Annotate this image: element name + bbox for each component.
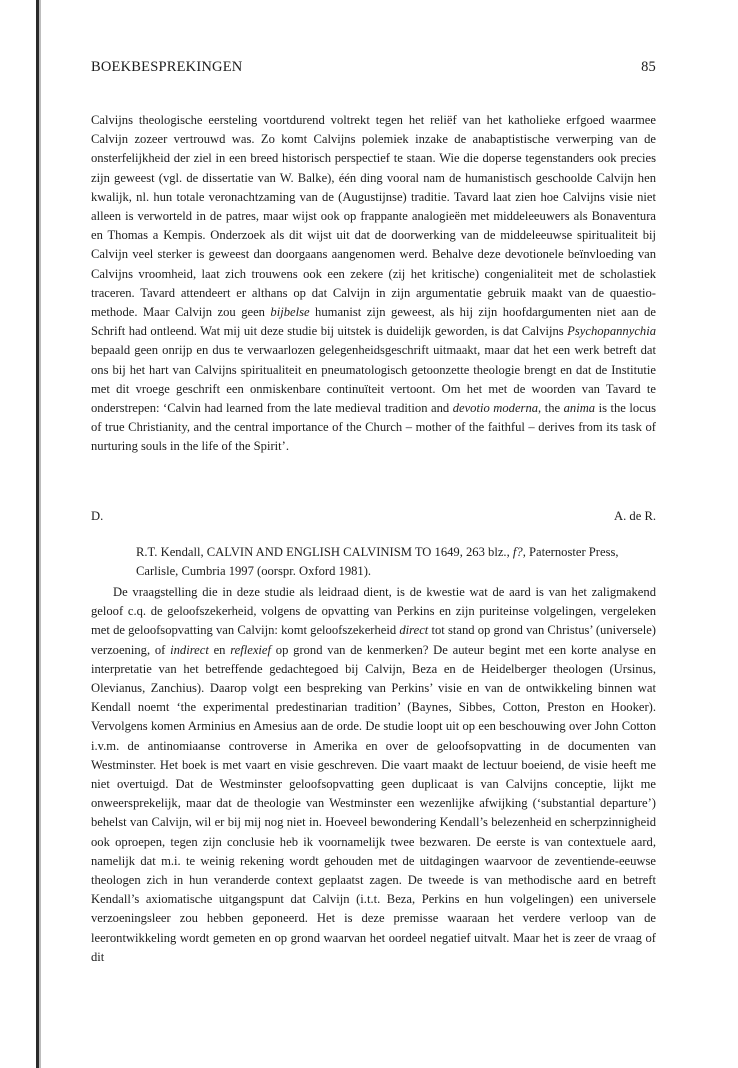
text-run: tot stand op grond van Christus’ (universele) verzoening, of xyxy=(91,623,657,657)
text-run: op grond van de kenmerken? De auteur begint met een korte analyse en interpretatie van het betreffende gedachtegoed bij Calvijn, Beza en de Heidelberger theologen (Ursinus, Olevianus, Zanchius). Daarop volgt een bespreking van Perkins’ visie en van de ontwikkeling binnen wat Kendall noemt ‘the experimental predestinarian tradition’ (Baynes, Sibbes, Cotton, Preston en Hooker). Vervolgens komen Arminius en Amesius aan de orde. De studie loopt uit op een beschouwing over John Cotton i.v.m. de antinomiaanse controverse in Amerika en over de geloofsopvatting in de documenten van Westminster. Het boek is met vaart en visie geschreven. Die vaart maakt de lectuur boeiend, de visie heeft me niet overtuigd. Dat de Westminster geloofsopvatting geen duplicaat is van Calvijns conceptie, lijkt me onweersprekelijk, maar dat de theologie van Westminster een wezenlijke afwijking (‘substantial departure’) behelst van Calvijn, wil er bij mij nog niet in. Hoeveel bewondering Kendall’s belezenheid en scherpzinnigheid ook oproepen, tegen zijn conclusie heb ik voornamelijk twee bezwaren. De eerste is van contextuele aard, namelijk dat m.i. te weinig rekening wordt gehouden met de uitdagingen waarvoor de zeventiende-eeuwse theologen zich in hun veranderde context geplaatst zagen. De tweede is van methodische aard en betreft Kendall’s axiomatische uitgangspunt dat Calvijn (i.t.t. Beza, Perkins en hun volgelingen) een universele verzoeningsleer zou hebben geponeerd. Het is deze premisse waaraan het verdere verloop van de leerontwikkeling wordt gemeten en op grond waarvan het oordeel negatief uitvalt. Maar het is zeer de vraag of dit xyxy=(91,642,656,964)
text-run: is the locus of true Christianity, and the central importance of the Church – mother of the faithful – derives from its task of nurturing souls in the life of the Spirit’. xyxy=(91,401,656,454)
text-run: De vraagstelling die in deze studie als leidraad dient, is de kwestie wat de aard is van het zaligmakend geloof c.q. de geloofszekerheid, volgens de opvatting van Perkins en zijn puriteinse volgelingen, vergeleken met de geloofsopvatting van Calvijn: komt geloofszekerheid xyxy=(91,585,656,638)
italic-run: indirect xyxy=(170,642,209,657)
text-run: bepaald geen onrijp en dus te verwaarlozen gelegenheidsgeschrift uitmaakt, maar dat het een werk betreft dat ons bij het hart van Calvijns spiritualiteit en pneumatologisch getoonzette theologie brengt en dat de Institutie met dit vroege geschrift een onmiskenbare continuïteit vertoont. Om het met de woorden van Tavard te onderstrepen: ‘Calvin had learned from the late medieval tradition and xyxy=(91,343,656,416)
review-1-body xyxy=(91,111,656,457)
text-run: humanist zijn geweest, als hij zijn hoofdargumenten niet aan de Schrift had ontleend. Wat mij uit deze studie bij uitstek is duidelijk geworden, is dat Calvijns xyxy=(91,305,656,339)
text-run: Calvijns theologische eersteling voortdurend voltrekt tegen het reliëf van het katholieke erfgoed waarmee Calvijn zozeer vertrouwd was. Zo komt Calvijns polemiek inzake de anabaptistische verwerping van de onsterfelijkheid der ziel in een breed historisch perspectief te staan. Wie die doperse tegenstanders ook precies zijn geweest (vgl. de dissertatie van W. Balke), één ding vooral nam de humanistisch geschoolde Calvijn hen kwalijk, nl. hun totale veronachtzaming van de (Augustijnse) traditie. Tavard laat zien hoe Calvijns visie niet alleen is verworteld in de patres, maar wijst ook op frappante analogieën met middeleeuwers als Bonaventura en Thomas a Kempis. Onderzoek als dit wijst uit dat de doorwerking van de middeleeuwse spiritualiteit bij Calvijn veel sterker is geweest dan doorgaans aangenomen werd. Behalve deze devotionele beïnvloeding van Calvijns vroomheid, laat zich trouwens ook een zekere (zij het kritische) congenialiteit met de scholastiek traceren. Tavard attendeert er althans op dat Calvijn in zijn argumentatie gebruik maakt van de quaestio-methode. Maar Calvijn zou geen xyxy=(91,113,656,320)
italic-run: reflexief xyxy=(230,642,272,657)
italic-run: bijbelse xyxy=(270,305,310,320)
book-binding-shadow xyxy=(39,0,41,1068)
signature-initial: D. xyxy=(91,509,104,523)
italic-run: f? xyxy=(512,545,523,559)
italic-run: anima xyxy=(563,401,596,416)
italic-run: direct xyxy=(399,623,429,638)
page-number: 85 xyxy=(641,59,656,75)
text-run: R.T. Kendall, CALVIN AND ENGLISH CALVINISM TO 1649, 263 blz., xyxy=(136,545,513,559)
text-run: , the xyxy=(538,401,564,416)
review-2-heading xyxy=(136,543,656,581)
text-run: en xyxy=(208,642,231,657)
italic-run: devotio moderna xyxy=(452,401,539,416)
review-2-body xyxy=(91,583,656,967)
page xyxy=(91,0,656,1068)
italic-run: Psychopannychia xyxy=(567,324,656,339)
review-1-paragraph xyxy=(91,111,656,457)
signature-author: A. de R. xyxy=(614,509,656,523)
text-run: , Paternoster Press, Carlisle, Cumbria 1997 (oorspr. Oxford 1981). xyxy=(136,545,619,579)
running-head-title: BOEKBESPREKINGEN xyxy=(91,59,243,75)
